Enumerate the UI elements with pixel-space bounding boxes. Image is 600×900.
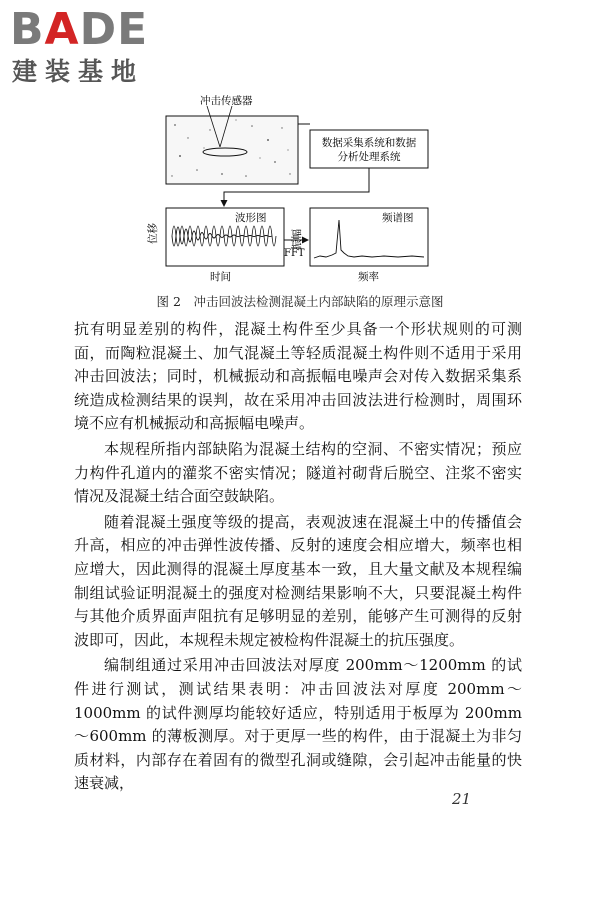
paragraph-3: 随着混凝土强度等级的提高，表观波速在混凝土中的传播值会升高，相应的冲击弹性波传播、反射的速度会相应增大，频率也相应增大，因此测得的混凝土厚度基本一致，且大量文献及本规程编制组试验证明混凝土的强度对检测结果影响不大，只要混凝土构件与其他介质界面声阻抗有足够明显的差别，能够产生可测得的反射波即可，因此，本规程未规定被检构件混凝土的抗压强度。 — [74, 512, 522, 649]
logo-subtitle: 建装基地 — [12, 57, 145, 86]
spectrum-title: 频谱图 — [382, 212, 414, 224]
logo-brand-prefix: B — [10, 4, 45, 55]
system-label-line1: 数据采集系统和数据 — [321, 137, 417, 149]
page-number: 21 — [452, 790, 472, 808]
bade-logo — [10, 5, 185, 90]
logo-brand-accent: A — [44, 4, 80, 55]
system-label-line2: 分析处理系统 — [337, 151, 401, 163]
fft-label: FFT — [284, 248, 305, 259]
waveform-ylabel: 位移 — [147, 223, 159, 244]
paragraph-2: 本规程所指内部缺陷为混凝土结构的空洞、不密实情况；预应力构件孔道内的灌浆不密实情况；隧道衬砌背后脱空、注浆不密实情况及混凝土结合面空鼓缺陷。 — [74, 439, 522, 506]
spectrum-xlabel: 频率 — [358, 271, 379, 283]
paragraph-4: 编制组通过采用冲击回波法对厚度 200mm～1200mm 的试件进行测试，测试结果表明：冲击回波法对厚度 200mm～1000mm 的试件测厚均能较好适应，特别适用于板厚为 200mm～600mm 的薄板测厚。对于更厚一些的构件，由于混凝土为非匀质材料，内部存在着固有的微型孔洞或缝隙，会引起冲击能量的快速衰减， — [74, 656, 522, 793]
waveform-xlabel: 时间 — [210, 271, 231, 283]
logo-brand — [10, 5, 148, 55]
figure-caption: 图 2 冲击回波法检测混凝土内部缺陷的原理示意图 — [156, 294, 444, 309]
spectrum-ylabel: 振幅 — [291, 229, 303, 250]
waveform-title: 波形图 — [235, 212, 267, 224]
impact-echo-diagram — [147, 90, 450, 285]
body-text — [74, 318, 522, 798]
sensor-label: 冲击传感器 — [200, 95, 253, 107]
paragraph-1: 抗有明显差别的构件，混凝土构件至少具备一个形状规则的可测面，而陶粒混凝土、加气混凝土等轻质混凝土构件则不适用于采用冲击回波法；同时，机械振动和高振幅电噪声会对传入数据采集系统造成检测结果的误判，故在采用冲击回波法进行检测时，周围环境不应有机械振动和高振幅电噪声。 — [74, 320, 522, 433]
logo-brand-suffix: DE — [79, 4, 149, 55]
concrete-block — [166, 116, 298, 184]
